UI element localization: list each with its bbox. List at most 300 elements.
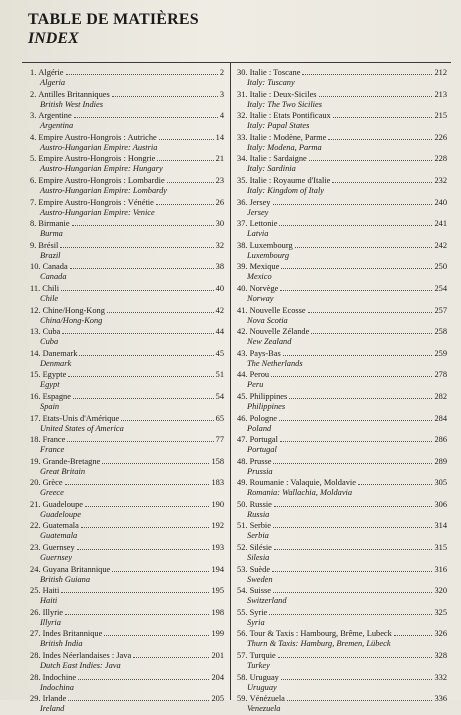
entry-name-fr: Suède [249, 564, 271, 574]
index-entry-row [30, 585, 224, 596]
entry-number: 26. [30, 607, 41, 617]
entry-name-en: Argentina [40, 121, 74, 131]
entry-number: 16. [30, 391, 41, 401]
entry-name-fr: Empire Austro-Hongrois : Hongrie [38, 154, 156, 164]
entry-page-number: 193 [211, 543, 224, 553]
index-entry-row [237, 67, 447, 78]
dot-leader [394, 628, 433, 636]
dot-leader [289, 391, 432, 399]
index-entry-row [237, 348, 447, 359]
entry-number: 33. [237, 132, 248, 142]
index-entry [30, 650, 224, 672]
entry-name-en: Dutch East Indies: Java [40, 661, 121, 671]
entry-number: 24. [30, 564, 41, 574]
dot-leader [319, 89, 433, 97]
entry-number: 35. [237, 175, 248, 185]
entry-name-fr: Perou [249, 370, 270, 380]
index-entry-row [30, 456, 224, 467]
dot-leader [279, 218, 432, 226]
entry-page-number: 257 [434, 305, 447, 315]
entry-name-fr: Grande-Bretagne [42, 456, 101, 466]
entry-name-fr: Pays-Bas [249, 348, 281, 358]
entry-name-fr: Brésil [38, 240, 59, 250]
dot-leader [85, 499, 209, 507]
entry-page-number: 54 [215, 391, 224, 401]
entry-name-en: Russia [247, 509, 270, 519]
entry-name-en: Italy: Modena, Parma [247, 142, 322, 152]
index-entry-row [30, 110, 224, 121]
entry-name-en: Illyria [40, 617, 61, 627]
entry-name-en: Brazil [40, 250, 61, 260]
entry-page-number: 228 [434, 154, 447, 164]
dot-leader [78, 672, 209, 680]
entry-name-en: Egypt [40, 380, 60, 390]
index-entry-row [237, 240, 447, 251]
index-entry [237, 520, 447, 542]
index-entry [237, 607, 447, 629]
entry-page-number: 286 [434, 435, 447, 445]
entry-number: 38. [237, 240, 248, 250]
index-entry-row [237, 434, 447, 445]
dot-leader [65, 477, 210, 485]
entry-name-fr: Empire Austro-Hongrois : Autriche [38, 132, 157, 142]
entry-page-number: 315 [434, 543, 447, 553]
page-title: TABLE DE MATIÈRES [28, 11, 199, 28]
index-entry-row [30, 607, 224, 618]
index-entry-row [237, 499, 447, 510]
entry-name-fr: Cuba [42, 327, 61, 337]
index-entry-row [30, 218, 224, 229]
dot-leader [280, 434, 432, 442]
entry-number: 31. [237, 89, 248, 99]
index-entry-row [30, 240, 224, 251]
entry-name-fr: Italie : Modène, Parme [249, 132, 327, 142]
entry-name-en: Italy: Kingdom of Italy [247, 185, 324, 195]
entry-name-fr: Italie : Sardaigne [249, 154, 307, 164]
dot-leader [61, 283, 214, 291]
dot-leader [68, 369, 213, 377]
index-entry-row [237, 413, 447, 424]
index-entry-row [30, 542, 224, 553]
index-entry [237, 132, 447, 154]
entry-page-number: 325 [434, 607, 447, 617]
entry-name-fr: Etats-Unis d'Amérique [42, 413, 120, 423]
entry-number: 50. [237, 499, 248, 509]
entry-name-en: United States of America [40, 423, 124, 433]
index-entry [237, 672, 447, 694]
index-entry-row [237, 585, 447, 596]
index-entry-row [237, 89, 447, 100]
index-entry [237, 585, 447, 607]
entry-page-number: 201 [211, 651, 224, 661]
entry-name-en: New Zealand [247, 337, 292, 347]
index-column-right [231, 63, 451, 714]
index-entry-row [30, 261, 224, 272]
entry-page-number: 316 [434, 564, 447, 574]
entry-name-en: Canada [40, 272, 67, 282]
entry-page-number: 289 [434, 456, 447, 466]
entry-number: 2. [30, 89, 37, 99]
entry-name-en: Indochina [40, 682, 74, 692]
entry-name-fr: Indes Britannique [42, 629, 103, 639]
index-entry-row [237, 391, 447, 402]
entry-name-fr: Prusse [249, 456, 272, 466]
dot-leader [74, 110, 218, 118]
entry-name-en: Philippines [247, 401, 286, 411]
entry-name-en: Thurn & Taxis: Hamburg, Bremen, Lübeck [247, 639, 391, 649]
index-entry [30, 89, 224, 111]
entry-number: 57. [237, 651, 248, 661]
dot-leader [308, 305, 433, 313]
index-entry [30, 197, 224, 219]
entry-number: 46. [237, 413, 248, 423]
index-entry [237, 175, 447, 197]
entry-name-fr: Nouvelle Ecosse [249, 305, 306, 315]
index-entry [30, 413, 224, 435]
entry-page-number: 45 [215, 348, 224, 358]
entry-name-en: Greece [40, 488, 64, 498]
entry-number: 32. [237, 111, 248, 121]
entry-number: 54. [237, 586, 248, 596]
entry-name-en: Italy: Tuscany [247, 78, 295, 87]
index-entry-row [237, 369, 447, 380]
dot-leader [287, 693, 433, 701]
entry-page-number: 42 [215, 305, 224, 315]
entry-number: 1. [30, 68, 37, 77]
entry-number: 36. [237, 197, 248, 207]
entry-name-fr: Nouvelle Zélande [249, 327, 310, 337]
index-entry-row [30, 672, 224, 683]
entry-number: 6. [30, 175, 37, 185]
index-entry [30, 434, 224, 456]
index-entry-row [30, 283, 224, 294]
entry-page-number: 40 [215, 283, 224, 293]
entry-name-fr: Guernsey [42, 543, 75, 553]
entry-name-en: Peru [247, 380, 264, 390]
index-entry-row [237, 607, 447, 618]
index-entry [237, 240, 447, 262]
dot-leader [274, 542, 433, 550]
index-entry [30, 585, 224, 607]
entry-number: 34. [237, 154, 248, 164]
entry-number: 5. [30, 154, 37, 164]
entry-name-fr: Empire Austro-Hongrois : Lombardie [38, 175, 165, 185]
entry-number: 4. [30, 132, 37, 142]
entry-page-number: 306 [434, 499, 447, 509]
index-entry-row [30, 197, 224, 208]
entry-page-number: 336 [434, 694, 447, 704]
index-entry [30, 391, 224, 413]
entry-number: 51. [237, 521, 248, 531]
index-entry-row [237, 477, 447, 488]
entry-name-fr: Russie [249, 499, 272, 509]
entry-name-en: Great Britain [40, 466, 86, 476]
entry-number: 58. [237, 672, 248, 682]
entry-number: 28. [30, 651, 41, 661]
entry-name-fr: Haiti [42, 586, 60, 596]
entry-name-fr: Suisse [249, 586, 271, 596]
entry-name-en: British India [40, 639, 83, 649]
entry-name-en: Uruguay [247, 682, 277, 692]
index-entry-row [237, 672, 447, 683]
entry-page-number: 326 [434, 629, 447, 639]
index-entry [30, 672, 224, 694]
index-entry [237, 391, 447, 413]
entry-number: 39. [237, 262, 248, 272]
entry-number: 29. [30, 694, 41, 704]
entry-page-number: 190 [211, 499, 224, 509]
dot-leader [273, 456, 432, 464]
index-entry [237, 67, 447, 89]
entry-page-number: 213 [434, 89, 447, 99]
entry-number: 22. [30, 521, 41, 531]
index-entry [30, 477, 224, 499]
index-entry [30, 542, 224, 564]
dot-leader [73, 391, 214, 399]
index-entry-row [30, 67, 224, 78]
entry-page-number: 14 [215, 132, 224, 142]
entry-number: 19. [30, 456, 41, 466]
dot-leader [273, 520, 432, 528]
entry-number: 25. [30, 586, 41, 596]
index-entry-row [30, 650, 224, 661]
entry-number: 43. [237, 348, 248, 358]
entry-page-number: 232 [434, 175, 447, 185]
index-entry-row [237, 650, 447, 661]
entry-page-number: 205 [211, 694, 224, 704]
index-entry-row [237, 305, 447, 316]
dot-leader [328, 132, 432, 140]
entry-name-fr: Argentine [38, 111, 72, 121]
entry-name-en: Mexico [247, 272, 272, 282]
entry-page-number: 4 [219, 111, 224, 121]
index-entry-row [30, 132, 224, 143]
entry-name-fr: Italie : Toscane [249, 68, 301, 77]
entry-name-en: Serbia [247, 531, 269, 541]
dot-leader [269, 607, 432, 615]
index-entry [237, 261, 447, 283]
index-entry [30, 348, 224, 370]
entry-page-number: 183 [211, 478, 224, 488]
index-entry-row [30, 391, 224, 402]
index-entry [237, 369, 447, 391]
entry-page-number: 32 [215, 240, 224, 250]
entry-name-fr: Luxembourg [249, 240, 293, 250]
dot-leader [332, 175, 432, 183]
entry-page-number: 215 [434, 111, 447, 121]
dot-leader [107, 305, 214, 313]
entry-page-number: 44 [215, 327, 224, 337]
entry-number: 23. [30, 543, 41, 553]
entry-number: 49. [237, 478, 248, 488]
dot-leader [280, 283, 432, 291]
dot-leader [273, 197, 433, 205]
entry-name-en: Guernsey [40, 553, 73, 563]
index-entry [30, 218, 224, 240]
entry-page-number: 254 [434, 283, 447, 293]
index-entry [30, 283, 224, 305]
entry-name-en: Portugal [247, 445, 277, 455]
index-entry [237, 197, 447, 219]
index-entry-row [30, 175, 224, 186]
index-columns [22, 62, 451, 714]
entry-number: 17. [30, 413, 41, 423]
entry-name-en: Nova Scotia [247, 315, 288, 325]
entry-number: 53. [237, 564, 248, 574]
index-entry [237, 499, 447, 521]
entry-number: 15. [30, 370, 41, 380]
entry-page-number: 195 [211, 586, 224, 596]
entry-name-fr: Vénézuela [249, 694, 285, 704]
entry-name-fr: Birmanie [38, 219, 70, 229]
index-entry-row [237, 175, 447, 186]
entry-number: 7. [30, 197, 37, 207]
entry-number: 12. [30, 305, 41, 315]
entry-name-fr: Portugal [249, 435, 278, 445]
index-entry-row [30, 89, 224, 100]
dot-leader [62, 326, 213, 334]
index-entry-row [30, 326, 224, 337]
entry-number: 9. [30, 240, 37, 250]
entry-name-fr: Serbie [249, 521, 271, 531]
dot-leader [278, 650, 433, 658]
entry-name-fr: Guatemala [42, 521, 79, 531]
entry-name-fr: Italie : Royaume d'Italie [249, 175, 331, 185]
entry-name-fr: Espagne [42, 391, 71, 401]
entry-page-number: 21 [215, 154, 224, 164]
index-entry [30, 564, 224, 586]
entry-name-en: Norway [247, 293, 274, 303]
entry-page-number: 51 [215, 370, 224, 380]
entry-page-number: 259 [434, 348, 447, 358]
entry-name-en: Italy: Papal States [247, 121, 310, 131]
entry-page-number: 38 [215, 262, 224, 272]
entry-name-fr: Guadeloupe [42, 499, 84, 509]
dot-leader [70, 261, 214, 269]
entry-name-en: Prussia [247, 466, 273, 476]
entry-name-fr: Chili [42, 283, 60, 293]
entry-name-fr: Empire Austro-Hongrois : Vénétie [38, 197, 154, 207]
entry-number: 27. [30, 629, 41, 639]
index-entry-row [30, 520, 224, 531]
index-entry [237, 326, 447, 348]
dot-leader [61, 585, 209, 593]
index-entry [30, 175, 224, 197]
index-entry-row [237, 153, 447, 164]
entry-name-fr: Antilles Britanniques [38, 89, 110, 99]
index-entry [237, 564, 447, 586]
entry-page-number: 2 [219, 68, 224, 77]
entry-name-en: Turkey [247, 661, 270, 671]
dot-leader [281, 672, 433, 680]
entry-name-en: Italy: The Two Sicilies [247, 99, 322, 109]
dot-leader [159, 132, 214, 140]
entry-name-en: Burma [40, 229, 63, 239]
entry-name-en: Austro-Hungarian Empire: Hungary [40, 164, 163, 174]
dot-leader [281, 261, 432, 269]
index-entry [237, 542, 447, 564]
entry-page-number: 242 [434, 240, 447, 250]
dot-leader [72, 218, 214, 226]
entry-number: 41. [237, 305, 248, 315]
entry-name-en: Silesia [247, 553, 270, 563]
entry-number: 28. [30, 672, 41, 682]
entry-page-number: 305 [434, 478, 447, 488]
entry-page-number: 26 [215, 197, 224, 207]
entry-number: 30. [237, 68, 248, 77]
dot-leader [274, 499, 433, 507]
entry-name-fr: Turquie [249, 651, 276, 661]
index-entry-row [30, 693, 224, 704]
index-entry-row [30, 564, 224, 575]
dot-leader [272, 564, 432, 572]
dot-leader [279, 413, 432, 421]
dot-leader [67, 434, 213, 442]
entry-page-number: 250 [434, 262, 447, 272]
entry-number: 11. [30, 283, 41, 293]
entry-number: 56. [237, 629, 248, 639]
dot-leader [283, 348, 433, 356]
entry-name-en: Jersey [247, 207, 269, 217]
entry-number: 18. [30, 435, 41, 445]
dot-leader [60, 240, 213, 248]
entry-page-number: 65 [215, 413, 224, 423]
entry-page-number: 198 [211, 607, 224, 617]
entry-name-fr: France [42, 435, 66, 445]
entry-name-en: Sweden [247, 574, 273, 584]
index-entry-row [237, 693, 447, 704]
index-entry [30, 305, 224, 327]
dot-leader [102, 456, 209, 464]
entry-page-number: 284 [434, 413, 447, 423]
entry-name-en: Italy: Sardinia [247, 164, 296, 174]
entry-page-number: 258 [434, 327, 447, 337]
index-entry-row [30, 499, 224, 510]
dot-leader [309, 153, 433, 161]
dot-leader [157, 153, 213, 161]
page-header [28, 10, 451, 48]
entry-name-fr: Canada [42, 262, 68, 272]
entry-number: 40. [237, 283, 248, 293]
entry-page-number: 240 [434, 197, 447, 207]
index-entry [237, 477, 447, 499]
entry-page-number: 241 [434, 219, 447, 229]
index-entry [30, 110, 224, 132]
entry-page-number: 314 [434, 521, 447, 531]
dot-leader [273, 585, 432, 593]
entry-name-en: Haiti [40, 596, 58, 606]
dot-leader [156, 197, 214, 205]
entry-page-number: 212 [434, 68, 447, 77]
entry-number: 44. [237, 370, 248, 380]
entry-name-en: Cuba [40, 337, 59, 347]
index-entry [237, 110, 447, 132]
index-entry-row [237, 132, 447, 143]
dot-leader [104, 628, 209, 636]
entry-name-en: Romania: Wallachia, Moldavia [247, 488, 353, 498]
entry-page-number: 282 [434, 391, 447, 401]
entry-name-fr: Italie : Deux-Siciles [249, 89, 317, 99]
entry-name-fr: Guyana Britannique [42, 564, 111, 574]
entry-name-en: Switzerland [247, 596, 287, 606]
entry-name-fr: Roumanie : Valaquie, Moldavie [249, 478, 356, 488]
entry-name-fr: Egypte [42, 370, 67, 380]
entry-name-fr: Silésie [249, 543, 272, 553]
index-entry-row [237, 218, 447, 229]
index-entry-row [237, 520, 447, 531]
index-entry [30, 240, 224, 262]
index-entry-row [30, 628, 224, 639]
